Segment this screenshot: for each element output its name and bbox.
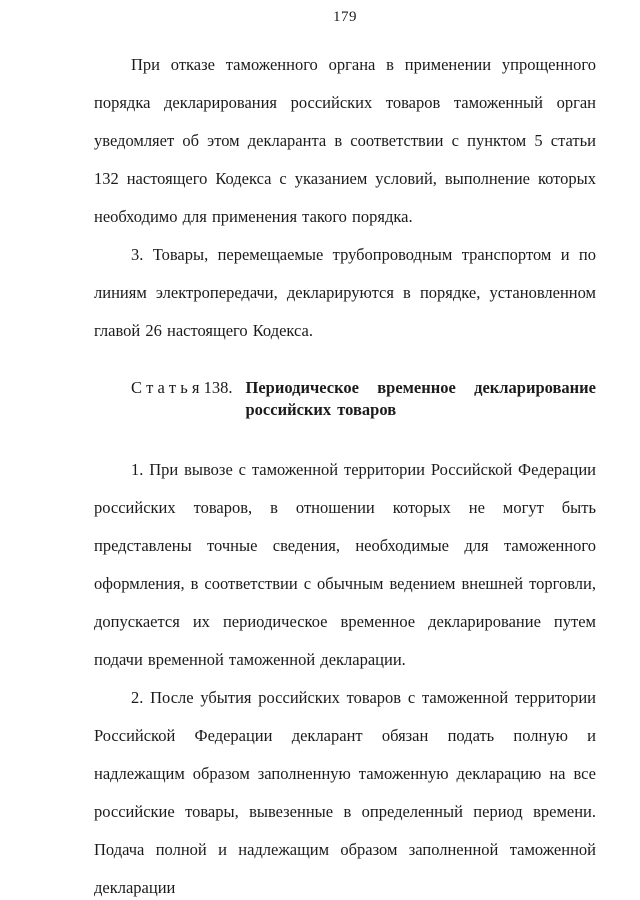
page-number: 179 bbox=[333, 9, 357, 25]
body-paragraph: При отказе таможенного органа в применении упрощенного порядка декларирования российских товаров таможенный орган уведомляет об этом декларанта в соответствии с пунктом 5 статьи 132 настоящего Кодекса с указанием условий, выполнение которых необходимо для применения такого порядка. bbox=[94, 55, 596, 226]
body-paragraph: 1. При вывозе с таможенной территории Российской Федерации российских товаров, в отношении которых не могут быть представлены точные сведения, необходимые для таможенного оформления, в соответствии с обычным ведением внешней торговли, допускается их периодическое временное декларирование путем подачи временной таможенной декларации. bbox=[94, 460, 596, 669]
page-body bbox=[94, 46, 596, 900]
body-paragraph: 2. После убытия российских товаров с таможенной территории Российской Федерации декларант обязан подать полную и надлежащим образом заполненную таможенную декларацию на все российские товары, вывезенные в определенный период времени. Подача полной и надлежащим образом заполненной таможенной декларации bbox=[94, 688, 596, 897]
article-title: Периодическое временное декларирование российских товаров bbox=[245, 378, 596, 419]
article-number-label: С т а т ь я 138. bbox=[131, 378, 233, 397]
article-heading bbox=[131, 377, 596, 421]
body-paragraph: 3. Товары, перемещаемые трубопроводным транспортом и по линиям электропередачи, декларируются в порядке, установленном главой 26 настоящего Кодекса. bbox=[94, 245, 596, 340]
